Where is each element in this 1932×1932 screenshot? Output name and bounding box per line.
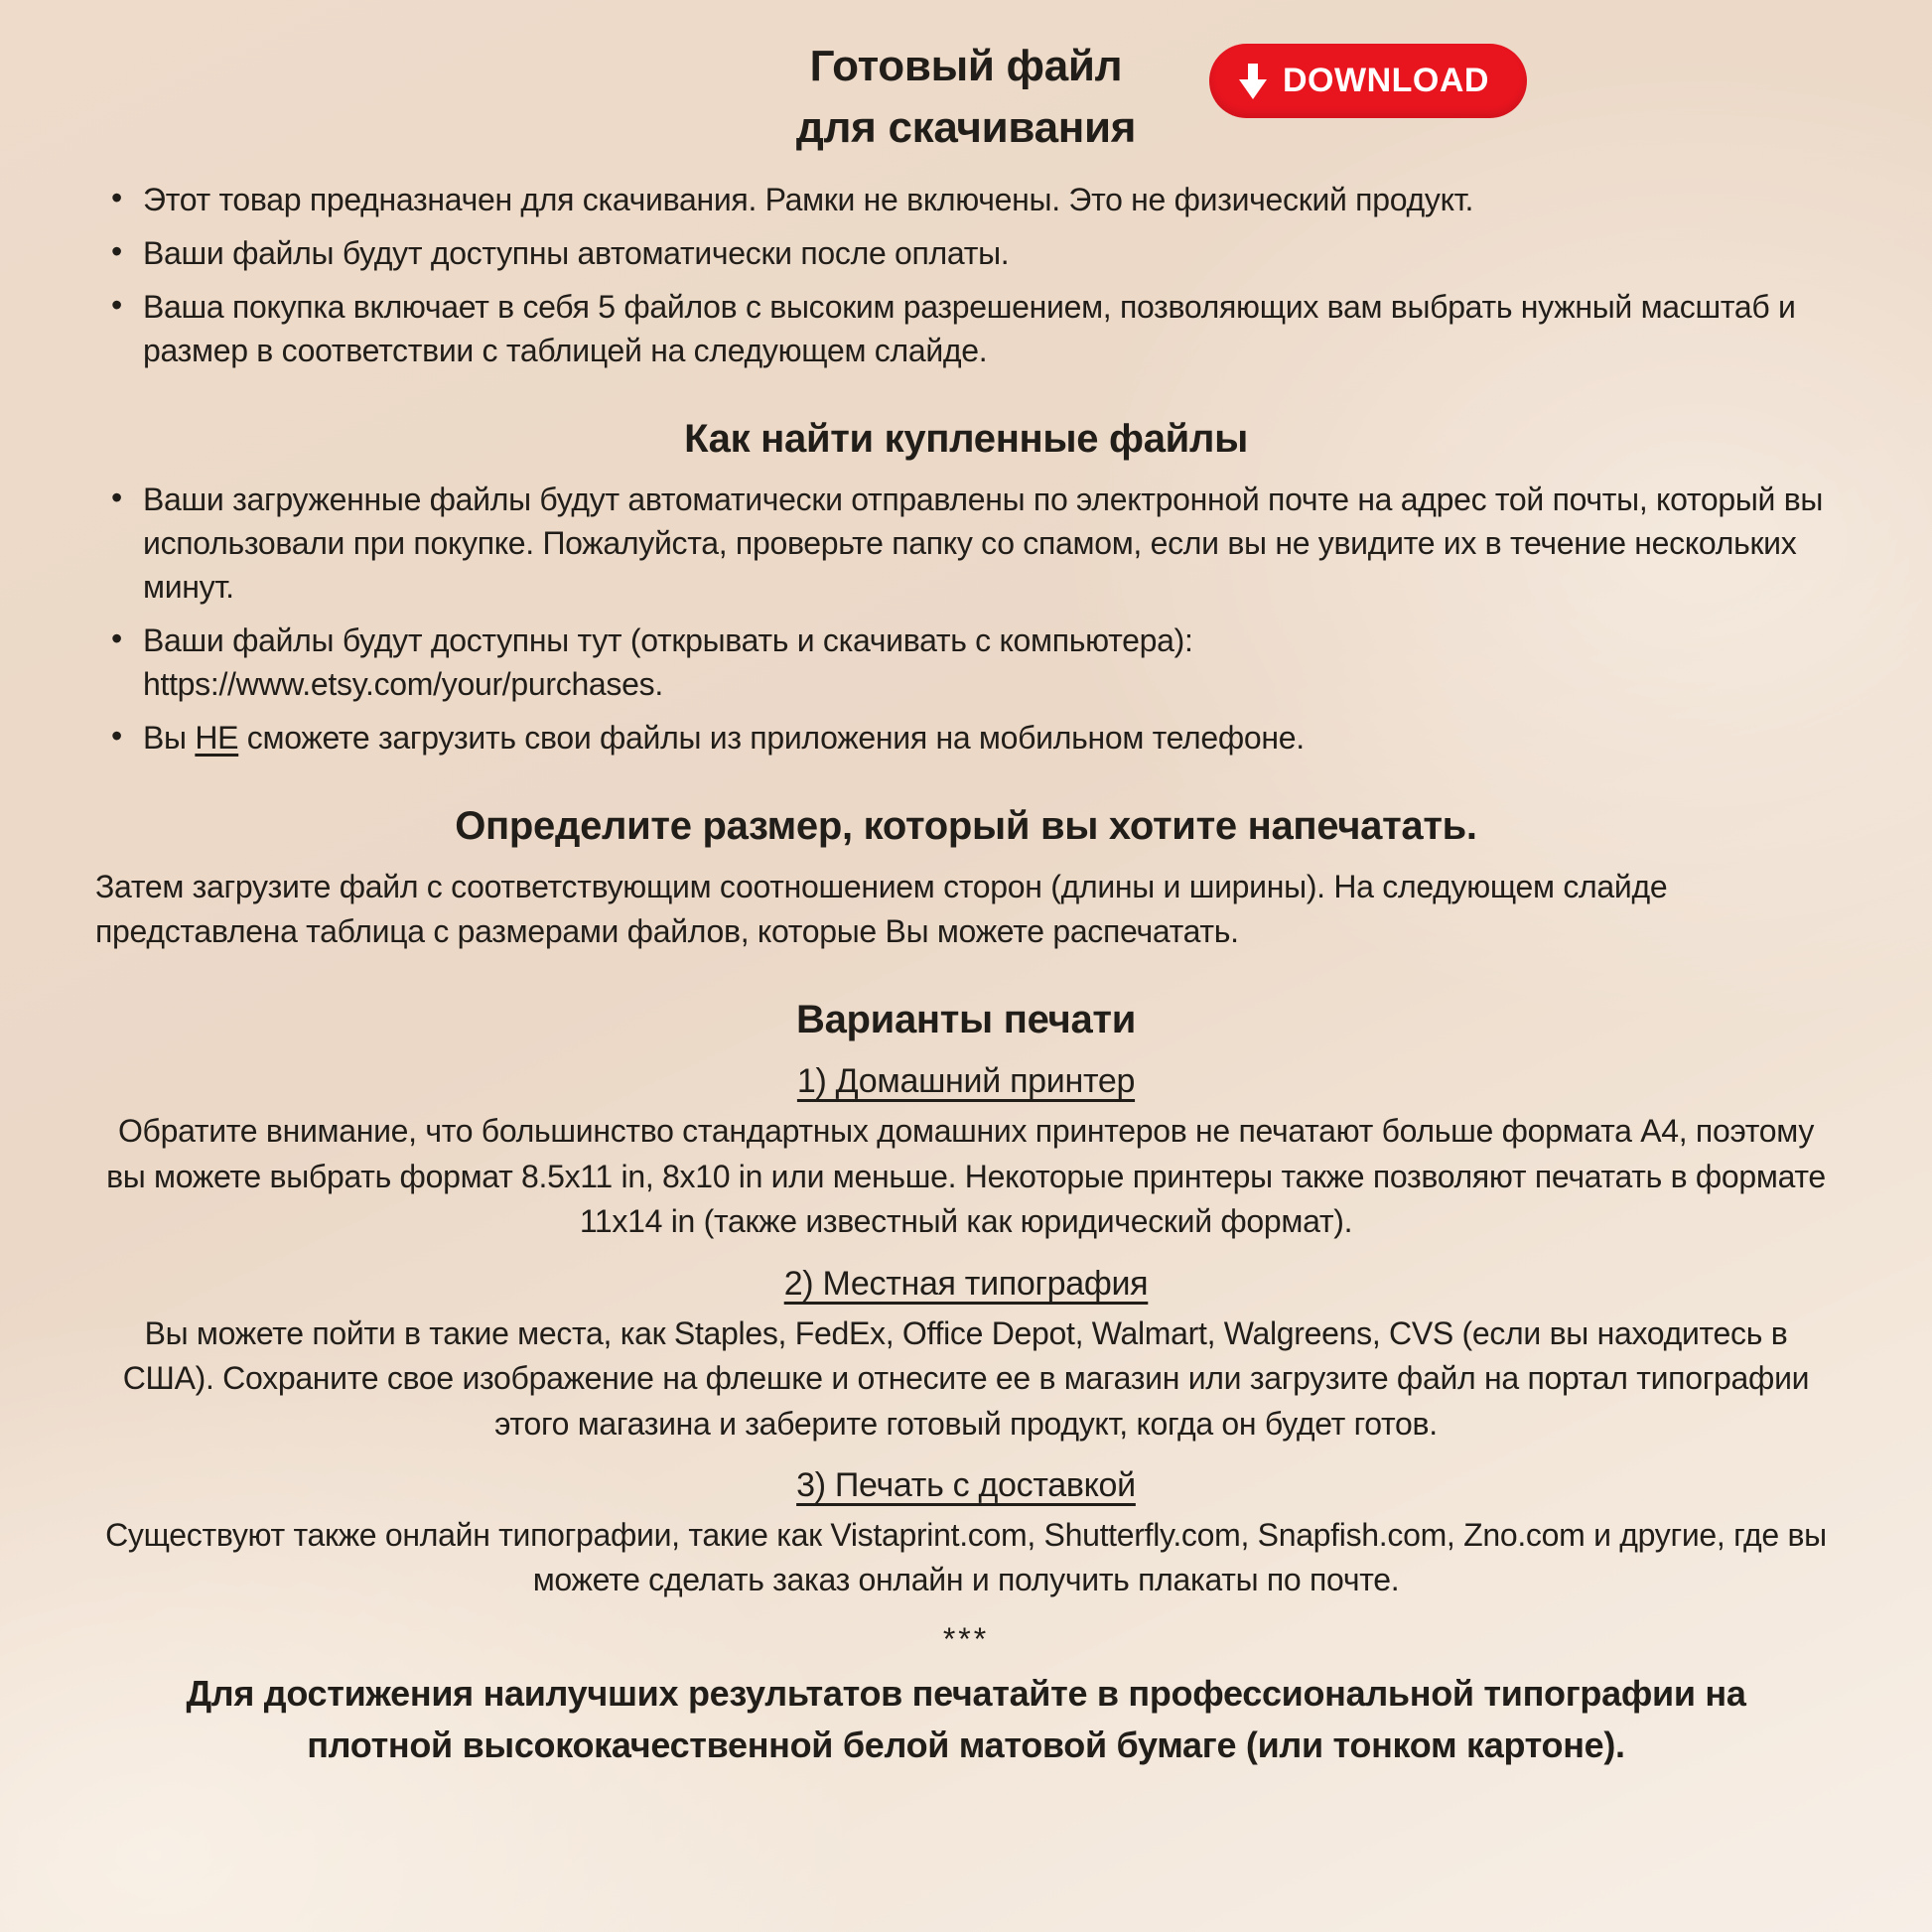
page-title [95,36,1837,160]
print-options-heading: Варианты печати [796,998,1136,1042]
purchases-url-text: https://www.etsy.com/your/purchases. [143,666,663,703]
download-arrow-icon [1239,64,1267,99]
print-option-home [95,1062,1837,1244]
print-option-online [95,1466,1837,1603]
print-option-local-label: 2) Местная типография [783,1264,1149,1303]
page-title-line2: для скачивания [795,103,1137,153]
size-heading: Определите размер, который вы хотите напечатать. [455,803,1477,848]
print-options-section [95,998,1837,1658]
list-item [107,619,1837,706]
list-item: • Этот товар предназначен для скачивания. Рамки не включены. Это не физический продукт. [107,178,1837,221]
download-info-list [95,178,1837,373]
size-body-text: Затем загрузите файл с соответствующим соотношением сторон (длины и ширины). На следующем слайде представлена таблица с размерами файлов, которые Вы можете распечатать. [95,868,1668,949]
find-files-section [95,417,1837,760]
print-option-home-text: Обратите внимание, что большинство стандартных домашних принтеров не печатают больше формата А4, поэтому вы можете выбрать формат 8.5х11 in, 8х10 in или меньше. Некоторые принтеры также позволяют печатать в формате 11х14 in (также известный как юридический формат). [106,1113,1826,1240]
list-item: • Ваши загруженные файлы будут автоматически отправлены по электронной почте на адрес той почты, который вы использовали при покупке. Пожалуйста, проверьте папку со спамом, если вы не увидите их в течение нескольких минут. [107,478,1837,609]
list-item [107,716,1837,759]
download-button-label: DOWNLOAD [1283,62,1489,99]
find-files-heading: Как найти купленные файлы [684,416,1248,461]
size-section [95,804,1837,955]
print-option-local-text: Вы можете пойти в такие места, как Staples, FedEx, Office Depot, Walmart, Walgreens, CVS (если вы находитесь в США). Сохраните свое изображение на флешке и отнесите ее в магазин или загрузите файл на портал типографии этого магазина и заберите готовый продукт, когда он будет готов. [122,1314,1810,1442]
print-option-local [95,1265,1837,1447]
files-location-text: Ваши файлы будут доступны тут (открывать и скачивать с компьютера): [143,622,1193,659]
find-files-list [95,478,1837,760]
page-title-line1: Готовый файл [809,42,1123,90]
best-results-note: Для достижения наилучших результатов печатайте в профессиональной типографии на плотной высококачественной белой матовой бумаге (или тонком картоне). [186,1672,1746,1766]
download-info-section [95,178,1837,373]
header [95,36,1837,160]
print-option-online-text: Существуют также онлайн типографии, такие как Vistaprint.com, Shutterfly.com, Snapfish.com, Zno.com и другие, где вы можете сделать заказ онлайн и получить плакаты по почте. [105,1517,1827,1598]
mobile-warning-suffix: сможете загрузить свои файлы из приложения на мобильном телефоне. [238,720,1305,757]
download-button[interactable] [1209,44,1527,118]
print-option-home-label: 1) Домашний принтер [796,1062,1136,1101]
list-item: • Ваша покупка включает в себя 5 файлов с высоким разрешением, позволяющих вам выбрать нужный масштаб и размер в соответствии с таблицей на следующем слайде. [107,285,1837,372]
mobile-warning-prefix: Вы [143,720,196,757]
footer [95,1668,1837,1771]
list-item: • Ваши файлы будут доступны автоматически после оплаты. [107,231,1837,275]
mobile-warning-emphasis: НЕ [195,720,239,757]
separator-stars: *** [942,1620,990,1657]
print-option-online-label: 3) Печать с доставкой [796,1466,1136,1504]
